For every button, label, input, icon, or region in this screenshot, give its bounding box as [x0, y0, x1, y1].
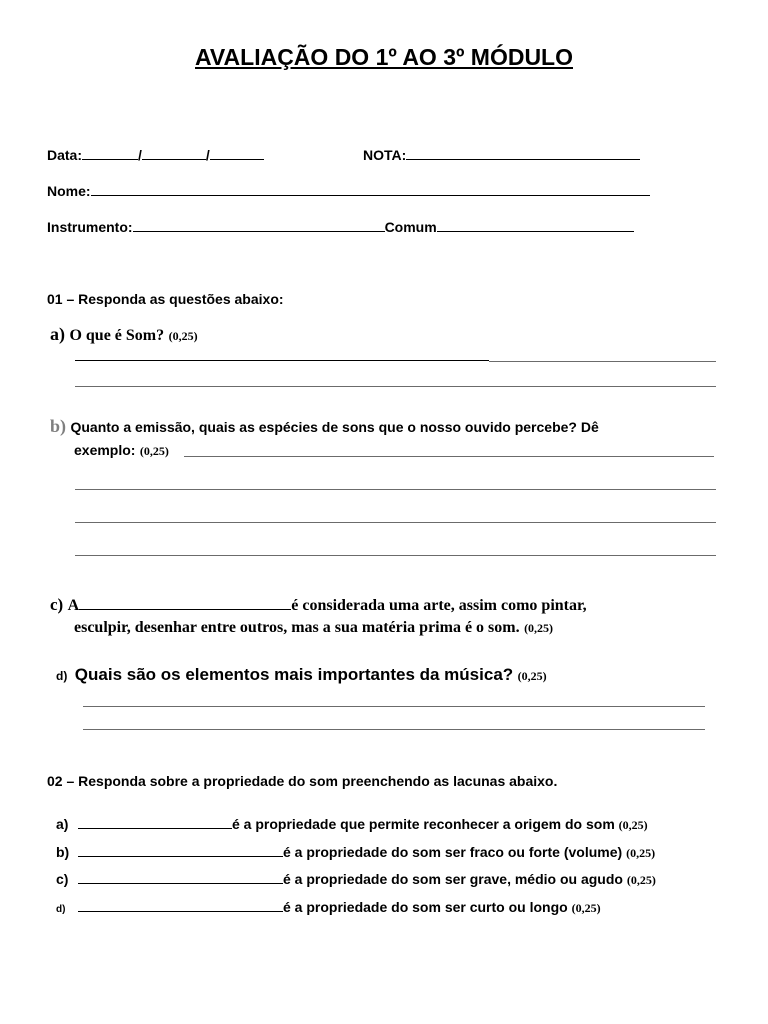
- item-points: (0,25): [571, 901, 601, 915]
- question-letter: c): [50, 595, 64, 614]
- answer-line[interactable]: [75, 360, 489, 361]
- question-prefix: A: [67, 597, 80, 614]
- answer-line[interactable]: [75, 522, 716, 523]
- item-letter: a): [56, 816, 69, 832]
- property-item-c: [56, 870, 656, 888]
- fill-blank[interactable]: [79, 596, 291, 610]
- nota-blank[interactable]: [406, 146, 640, 160]
- fill-blank[interactable]: [78, 815, 232, 829]
- date-field[interactable]: [47, 146, 264, 163]
- item-text: é a propriedade do som ser grave, médio ou agudo: [283, 871, 623, 887]
- nota-label: NOTA:: [363, 147, 407, 163]
- item-text: é a propriedade que permite reconhecer a origem do som: [232, 816, 615, 832]
- question-text: esculpir, desenhar entre outros, mas a sua matéria prima é o som.: [74, 619, 520, 636]
- question-text: O que é Som?: [69, 327, 165, 344]
- nome-blank[interactable]: [91, 182, 650, 196]
- item-points: (0,25): [626, 873, 656, 887]
- question-1b: [50, 416, 599, 437]
- property-item-d: [56, 898, 601, 916]
- question-letter: a): [50, 324, 65, 344]
- fill-blank[interactable]: [78, 870, 283, 884]
- comum-blank[interactable]: [437, 218, 634, 232]
- answer-line[interactable]: [83, 706, 705, 707]
- question-1b-line2: [74, 442, 169, 460]
- item-points: (0,25): [626, 846, 656, 860]
- section-2-heading: 02 – Responda sobre a propriedade do som preenchendo as lacunas abaixo.: [47, 773, 558, 789]
- question-text: é considerada uma arte, assim como pintar,: [291, 597, 587, 614]
- question-1c-line2: [74, 619, 553, 637]
- fill-blank[interactable]: [78, 898, 283, 912]
- item-letter: d): [56, 904, 66, 915]
- answer-line[interactable]: [75, 555, 716, 556]
- property-item-a: [56, 815, 648, 833]
- answer-line[interactable]: [184, 456, 714, 457]
- question-text: exemplo:: [74, 442, 136, 458]
- nota-field[interactable]: [363, 146, 640, 163]
- item-letter: b): [56, 844, 70, 860]
- question-1d: [56, 665, 547, 685]
- question-1c: [50, 595, 587, 615]
- nome-field[interactable]: [47, 182, 650, 199]
- nome-label: Nome:: [47, 183, 91, 199]
- question-text: Quais são os elementos mais importantes da música?: [74, 665, 514, 684]
- date-separator: /: [205, 147, 210, 163]
- date-year-blank[interactable]: [210, 146, 264, 160]
- question-letter: b): [50, 416, 67, 436]
- date-label: Data:: [47, 147, 83, 163]
- item-text: é a propriedade do som ser curto ou longo: [283, 899, 568, 915]
- item-points: (0,25): [618, 818, 648, 832]
- instrumento-field[interactable]: [47, 218, 634, 235]
- question-points: (0,25): [168, 329, 198, 343]
- item-text: é a propriedade do som ser fraco ou forte (volume): [283, 844, 623, 860]
- fill-blank[interactable]: [78, 843, 283, 857]
- answer-line[interactable]: [75, 489, 716, 490]
- question-letter: d): [56, 669, 68, 683]
- date-month-blank[interactable]: [142, 146, 206, 160]
- question-points: (0,25): [517, 669, 547, 683]
- question-1a: [50, 324, 198, 345]
- section-1-heading: 01 – Responda as questões abaixo:: [47, 291, 284, 307]
- comum-label: Comum: [384, 219, 437, 235]
- date-day-blank[interactable]: [82, 146, 138, 160]
- answer-line[interactable]: [489, 361, 716, 362]
- answer-line[interactable]: [75, 386, 716, 387]
- page-title: AVALIAÇÃO DO 1º AO 3º MÓDULO: [195, 44, 573, 70]
- question-points: (0,25): [524, 621, 554, 635]
- question-points: (0,25): [139, 444, 169, 458]
- question-text: Quanto a emissão, quais as espécies de sons que o nosso ouvido percebe? Dê: [70, 419, 599, 435]
- date-separator: /: [138, 147, 142, 163]
- answer-line[interactable]: [83, 729, 705, 730]
- instrumento-label: Instrumento:: [47, 219, 133, 235]
- instrumento-blank[interactable]: [133, 218, 385, 232]
- property-item-b: [56, 843, 655, 861]
- item-letter: c): [56, 871, 69, 887]
